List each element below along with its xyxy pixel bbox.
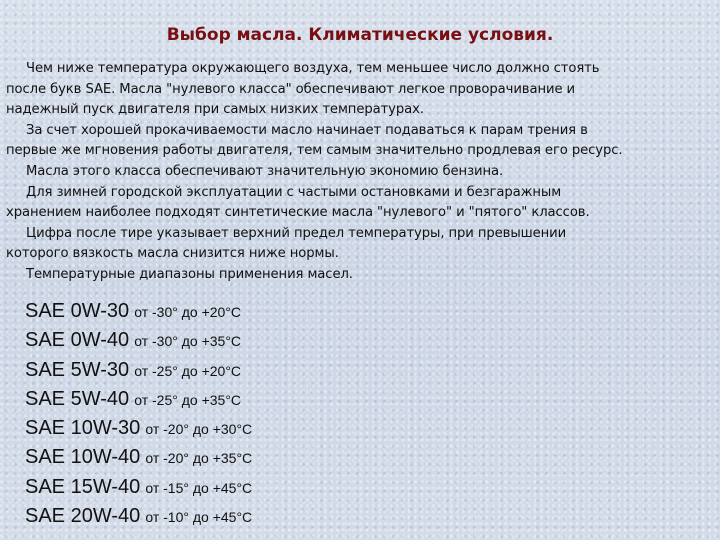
sae-code: SAE 0W-30 (25, 300, 130, 322)
sae-code: SAE 5W-40 (25, 387, 130, 410)
paragraph-line: За счет хорошей прокачиваемости масло начинает подаваться к парам трения в (26, 122, 588, 138)
paragraph-line: Цифра после тире указывает верхний предел температуры, при превышении (26, 225, 567, 241)
sae-range-row (25, 502, 252, 531)
sae-range-row (25, 297, 252, 326)
sae-range-row (25, 385, 252, 414)
sae-temperature-range: от -10° до +45°С (145, 509, 253, 526)
sae-range-row (25, 414, 252, 443)
sae-range-row (25, 473, 252, 502)
sae-temperature-range: от -20° до +35°С (145, 450, 253, 467)
sae-code: SAE 10W-40 (25, 446, 141, 469)
paragraph-line: надежный пуск двигателя при самых низких температурах. (6, 102, 424, 118)
sae-range-list (25, 297, 252, 531)
paragraph-line: Масла этого класса обеспечивают значительную экономию бензина. (26, 163, 504, 179)
paragraph-line: которого вязкость масла снизится ниже нормы. (6, 246, 339, 262)
sae-temperature-range: от -25° до +20°С (134, 362, 242, 379)
body-text (6, 59, 718, 286)
sae-temperature-range: от -15° до +45°С (145, 479, 253, 496)
paragraph-line: Температурные диапазоны применения масел. (26, 266, 353, 282)
sae-range-row (25, 326, 252, 355)
paragraph-line: Для зимней городской эксплуатации с частыми остановками и безгаражным (26, 184, 562, 200)
sae-code: SAE 0W-40 (25, 329, 130, 352)
sae-temperature-range: от -25° до +35°С (134, 391, 242, 408)
paragraph-line: Чем ниже температура окружающего воздуха, тем меньшее число должно стоять (26, 61, 600, 76)
sae-range-row (25, 356, 252, 385)
slide-title: Выбор масла. Климатические условия. (166, 25, 554, 45)
paragraph-line: хранением наиболее подходят синтетические масла "нулевого" и "пятого" классов. (6, 205, 590, 221)
sae-temperature-range: от -30° до +35°С (134, 333, 242, 350)
sae-code: SAE 20W-40 (25, 505, 141, 528)
sae-code: SAE 5W-30 (25, 358, 130, 381)
sae-range-row (25, 443, 252, 472)
sae-temperature-range: от -20° до +30°С (145, 421, 253, 438)
sae-code: SAE 15W-40 (25, 475, 141, 498)
paragraph-line: первые же мгновения работы двигателя, тем самым значительно продлевая его ресурс. (6, 143, 623, 159)
sae-temperature-range: от -30° до +20°С (134, 304, 242, 320)
paragraph-line: после букв SAE. Масла "нулевого класса" обеспечивают легкое проворачивание и (6, 81, 576, 97)
sae-code: SAE 10W-30 (25, 417, 141, 440)
